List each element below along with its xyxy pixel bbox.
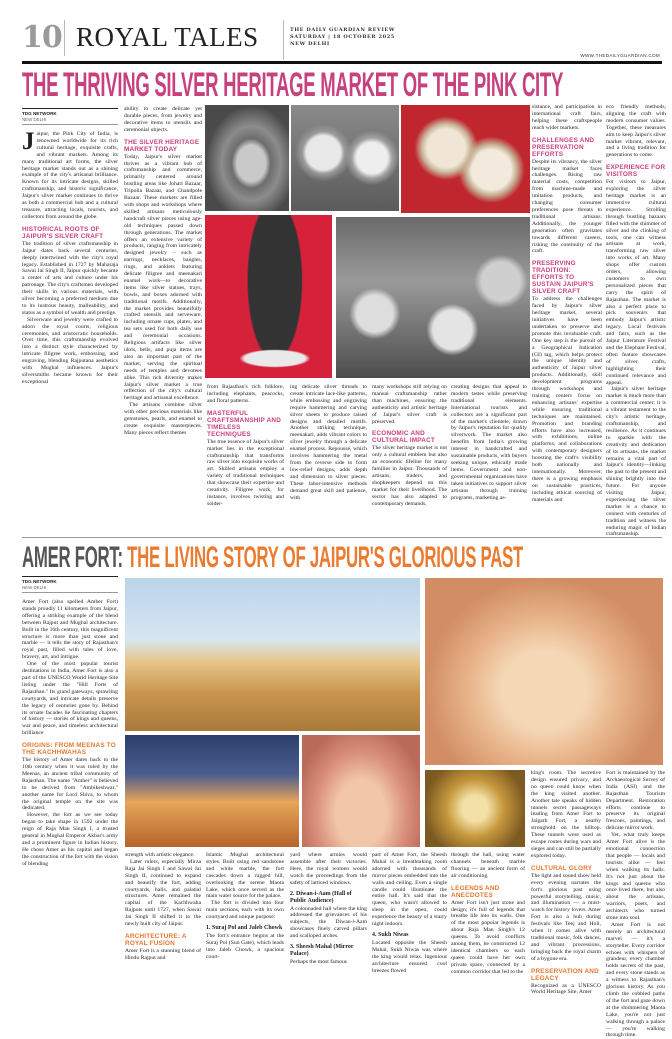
paragraph: The fort's entrance begins at the Suraj Pol (Sun Gate), which leads into Jaleb Chowk, a spacious court-	[206, 933, 284, 960]
amer-column-6	[451, 852, 525, 976]
subheading: HISTORICAL ROOTS OF JAIPUR'S SILVER CRAFT	[22, 225, 104, 240]
paragraph: ing delicate silver threads to create intricate lace-like patterns, while embossing and engraving require hammering and carving silver sheets to produce raised designs and detailed motifs. Another striking technique, meenakari, adds vibrant colors to silver jewelry through a delicate enamel process. Repoussé, which involves hammering the metal from the reverse side to form low-relief designs, adds depth and dimension to silver pieces. These labor-intensive methods demand great skill and patience, with	[290, 384, 367, 501]
silver-column-1	[22, 108, 118, 386]
paragraph: Amer Fort is a stunning blend of Hindu Rajput and	[125, 947, 201, 961]
amer-column-3	[206, 852, 284, 961]
photo-amer-fort-exterior	[125, 578, 420, 731]
paragraph: part of Amer Fort, the Sheesh Mahal is a breathtaking room adorned with thousands of mirror pieces embedded into the walls and ceiling. Even a single candle could illuminate the entire hall. It's said that the queen, who wasn't allowed to sleep in the open, could experience the beauty of a starry night indoors.	[372, 852, 447, 928]
silver-column-6	[451, 384, 527, 501]
page-number: 10	[22, 20, 62, 55]
photo-silver-bowls	[401, 105, 530, 213]
paragraph: Amer Fort is not merely an architectural marvel — it's a storyteller. Every corridor echoes with whispers of grandeur, every chamber holds secrets of the past, and every stone stands as a witness to Rajasthan's glorious history. As you climb the cobbled paths of the fort and gaze down at the shimmering Maota Lake, you're not just walking through a palace — you're walking through time.	[606, 921, 665, 1039]
photo-fort-at-dusk	[125, 735, 299, 847]
section-subtitle: 4. Sukh Niwas	[372, 931, 409, 938]
subheading: PRESERVING TRADITION: EFFORTS TO SUSTAIN JAIPUR'S SILVER CRAFT	[532, 260, 594, 296]
paragraph: yard where armies would assemble after their victories. Here, the royal women would watch the proceedings from the safety of latticed windows.	[290, 852, 367, 886]
silver-column-2	[124, 106, 202, 437]
paragraph: Perhaps the most famous	[290, 959, 348, 966]
photo-mirror-palace	[425, 770, 525, 847]
paragraph: Later rulers, especially Mirza Raja Jai Singh I and Sawai Jai Singh II, continued to expand and beautify the fort, adding courtyards, halls, and palatial structures. Amer remained the capital of the Kachhwaha Rajputs until 1727, when Sawai Jai Singh II shifted it to the newly built city of Jaipur.	[125, 858, 201, 928]
paragraph: ability to create delicate yet durable pieces, from jewelry and decorative items to utensils and ceremonial objects.	[124, 106, 202, 133]
byline	[22, 576, 118, 593]
section-subtitle: 3. Sheesh Mahal (Mirror Palace)	[290, 944, 354, 958]
divider	[283, 20, 284, 60]
paragraph: Located opposite the Sheesh Mahal, Sukh Niwas was where the king would relax. Ingenious architecture ensured cool breezes flowed	[372, 939, 447, 974]
edition-city: NEW DELHI	[290, 41, 330, 47]
subheading: CHALLENGES AND PRESERVATION EFFORTS	[532, 136, 595, 158]
subheading: LEGENDS AND ANECDOTES	[451, 884, 500, 899]
byline-org: TDG NETWORK	[22, 579, 57, 584]
paragraph: Recognized as a UNESCO World Heritage Site, Amer	[531, 982, 601, 996]
paragraph: Despite its vibrancy, the silver heritage market faces challenges. Rising raw material costs, competition from machine-made and imitation products, and changing consumer preferences pose threats to traditional artisans. Additionally, the younger generation often gravitates towards different careers, risking the continuity of the craft.	[532, 158, 602, 255]
silver-column-7	[532, 104, 602, 504]
paragraph: The silver heritage market is not only a cultural emblem but also an economic lifeline for many families in Jaipur. Thousands of artisans, traders, and shopkeepers depend on this market for their livelihood. The sector has also adapted to contemporary demands,	[372, 445, 447, 507]
silver-column-8	[606, 104, 666, 538]
photo-silverware-shop	[336, 217, 530, 378]
paragraph: The true essence of Jaipur's silver market lies in the exceptional craftsmanship that transforms raw silver into exquisite works of art. Skilled artisans employ a variety of traditional techniques that showcase their expertise and creativity. Filigree work, for instance, involves twisting and solder-	[207, 438, 284, 507]
byline	[22, 108, 118, 125]
subheading: EXPERIENCE FOR VISITORS	[606, 164, 666, 179]
paragraph: Jaipur, the Pink City of India, is renowned worldwide for its rich cultural heritage, exquisite crafts, and vibrant markets. Among its many traditional art forms, the silver heritage market stands out as a shining example of the city's artisanal brilliance. Known for its intricate designs, skilled craftsmanship, and historic significance, Jaipur's silver market continues to thrive as both a commercial hub and a cultural treasure, attracting locals, tourists, and collectors from around the globe.	[22, 128, 118, 220]
paragraph: creating designs that appeal to modern tastes while preserving traditional elements. International tourists and collectors are a significant part of the market's clientele, drawn by Jaipur's reputation for quality silverwork. The market also benefits from India's growing interest in handcrafted and sustainable products, with buyers seeking unique, ethically made items. Government and non-governmental organizations have taken initiatives to support silver artisans through training programs, marketing as-	[451, 384, 527, 501]
masthead-info	[290, 27, 395, 48]
silver-column-4	[290, 384, 367, 501]
amer-column-8	[606, 770, 665, 1039]
photo-painted-archway	[302, 735, 420, 847]
amer-column-1	[22, 576, 118, 868]
paragraph: Yet, what truly keeps Amer Fort alive is the emotional connection that people — locals and tourists alike — feel when walking its halls. It's not just about the kings and queens who once lived there, but also about the artisans, warriors, poets, and architects who turned stone into soul.	[606, 832, 665, 922]
paragraph: strength with artistic elegance.	[125, 852, 195, 858]
amer-column-7	[531, 770, 601, 996]
headline-lead: AMER FORT:	[22, 541, 123, 574]
silver-article-headline: THE THRIVING SILVER HERITAGE MARKET OF THE PINK CITY	[22, 66, 564, 104]
paragraph: king's room. The secretive design ensured privacy, and no queen could know when the king visited another. Another tale speaks of hidden tunnels secret passageways leading from Amer Fort to Jaigarh Fort, a nearby stronghold on the hilltop. These tunnels were used as escape routes during wars and sieges and can still be partially explored today.	[531, 770, 601, 859]
divider	[64, 20, 65, 56]
paragraph: Amer Fort (also spelled Amber Fort) stands proudly 11 kilometers from Jaipur, offering a striking example of the blend between Rajput and Mughal architecture. Built in the 16th century, this magnificent structure is more than just stone and marble — it tells the story of Rajasthan's royal past, filled with tales of love, bravery, art, and intrigue.	[22, 599, 118, 661]
paragraph: A colonnaded hall where the king addressed the grievances of his subjects, the Diwan-i-Aam showcases finely carved pillars and scalloped arches.	[290, 905, 367, 940]
paragraph: The history of Amer dates back to the 10th century when it was ruled by the Meenas, an ancient tribal community of Rajasthan. The name "Amber" is believed to be derived from "Ambikeshwar," another name for Lord Shiva, to whom the original temple on the site was dedicated.	[22, 757, 118, 812]
photo-ornate-ceiling	[425, 578, 663, 765]
photo-silver-plates	[291, 105, 399, 211]
issue-date: SATURDAY | 18 OCTOBER 2025	[290, 34, 395, 40]
paragraph: The light and sound show held every evening narrates the fort's glorious past using powerful storytelling, music, and illumination — a must-watch for history lovers. Amer Fort is also a hub during festivals like Teej and Holi, when it comes alive with traditional music, folk dances, and vibrant processions, bringing back the royal charm of a bygone era.	[531, 872, 601, 962]
website-url: WWW.THEDAILYGUARDIAN.COM	[580, 53, 660, 58]
paragraph: from Rajasthan's rich folklore, including elephants, peacocks, and floral patterns.	[207, 384, 284, 404]
amer-column-2	[125, 852, 201, 962]
headline-rest: THE LIVING STORY OF JAIPUR'S GLORIOUS PAST	[127, 541, 523, 574]
section-subtitle: 2. Diwan-i-Aam (Hall of Public Audience)	[290, 890, 352, 904]
paper-name: THE DAILY GUARDIAN REVIEW	[290, 27, 396, 33]
paragraph: Today, Jaipur's silver market thrives as a vibrant hub of craftsmanship and commerce, primarily centered around bustling areas like Johari Bazaar, Tripolia Bazaar, and Chandpole Bazaar. These markets are filled with shops and workshops where skilled artisans meticulously handcraft silver pieces using age-old techniques passed down through generations. The market offers an extensive variety of products, ranging from intricately designed jewelry – such as earrings, necklaces, bangles, rings, and anklets featuring delicate filigree and meenakari enamel work—to decorative items like silver statues, trays, bowls, and boxes adorned with traditional motifs. Additionally, the market provides beautifully crafted utensils and serveware, including ornate cups, plates, and tea sets used for both daily use and ceremonial occasions. Religious artifacts like silver idols, bells, and puja items are also an important part of the market, serving the spiritual needs of temples and devotees alike. This rich diversity makes Jaipur's silver market a true reflection of the city's cultural heritage and artisanal excellence.	[124, 153, 202, 402]
photo-silver-bracelet	[205, 105, 289, 211]
subheading: MASTERFUL CRAFTSMANSHIP AND TIMELESS TECHNIQUES	[207, 409, 282, 438]
section-rule	[22, 537, 662, 538]
paragraph: The tradition of silver craftsmanship in Jaipur dates back several centuries, deeply intertwined with the city's royal legacy. Established in 1727 by Maharaja Sawai Jai Singh II, Jaipur quickly became a center of arts and culture under his patronage. The city's craftsmen developed their skills in various materials, with silver becoming a preferred medium due to its lustrous beauty, malleability, and status as a symbol of wealth and prestige.	[22, 240, 118, 316]
subheading: CULTURAL GLORY	[531, 864, 593, 872]
paragraph: The fort is divided into four main sections, each with its own courtyard and unique purpose:	[206, 900, 284, 921]
paragraph: Fort is maintained by the Archaeological Survey of India (ASI) and the Rajasthan Tourism Department. Restoration efforts continue to preserve its original frescoes, paintings, and delicate mirror work.	[606, 770, 665, 832]
section-title: ROYAL TALES	[76, 22, 259, 52]
paragraph: However, the fort as we see today began to take shape in 1592 under the reign of Raja Man Singh I, a trusted general in Mughal Emperor Akbar's army and a prominent figure in Indian history. He chose Amer as his capital and began the construction of the fort with the vision of blending	[22, 812, 118, 867]
paragraph: One of the most popular tourist destinations in India, Amer Fort is also a part of the UNESCO World Heritage Site listing under the "Hill Forts of Rajasthan." Its grand gateways, sprawling courtyards, and intricate details preserve the legacy of centuries gone by. Behind its ornate facades lie fascinating chapters of history — stories of kings and queens, war and peace, and timeless architectural brilliance	[22, 661, 118, 737]
silver-column-5	[372, 384, 447, 508]
subheading: ARCHITECTURE: A ROYAL FUSION	[125, 932, 187, 947]
paragraph: eco friendly methods, aligning the craft with modern consumer values. Together, these measures aim to keep Jaipur's silver market vibrant, relevant, and a living tradition for generations to come.	[606, 104, 666, 159]
paragraph: sistance, and participation in international craft fairs, helping these craftspeople reach wider markets.	[532, 104, 602, 131]
amer-article-headline	[22, 541, 523, 575]
subheading: THE SILVER HERITAGE MARKET TODAY	[124, 138, 200, 153]
paragraph: The artisans combine silver with other precious materials like gemstones, pearls, and enamel to create exquisite masterpieces. Many pieces reflect themes	[124, 402, 202, 436]
section-subtitle: 1. Suraj Pol and Jaleb Chowk	[206, 925, 283, 932]
paragraph: Islamic Mughal architectural styles. Built using red sandstone and white marble, the fort cascades down a rugged hill, overlooking the serene Maota Lake, which once served as the main water source for the palace.	[206, 852, 284, 900]
byline-org: TDG NETWORK	[22, 111, 57, 116]
paragraph: To address the challenges faced by Jaipur's silver heritage market, several initiatives have been undertaken to preserve and promote this invaluable craft. One key step is the pursuit of a Geographical Indication (GI) tag, which helps protect the unique identity and authenticity of Jaipur silver products. Additionally, skill development programs through workshops and training centers focus on enhancing artisans' expertise while ensuring traditional techniques are maintained. Promotion and branding efforts have also increased, with exhibitions, online platforms, and collaborations with contemporary designers boosting the craft's visibility both nationally and internationally. Moreover, there is a growing emphasis on sustainable practices, including ethical sourcing of materials and	[532, 296, 602, 503]
paragraph: Jaipur's silver heritage market is much more than a commercial center; it is a vibrant testament to the city's artistic heritage, craftsmanship, and resilience. As it continues to sparkle with the creativity and dedication of its artisans, the market remains a vital part of Jaipur's identity—linking the past to the present and shining brightly into the future. For anyone visiting Jaipur, experiencing the silver market is a chance to connect with centuries of tradition and witness the enduring magic of Indian craftsmanship.	[606, 386, 666, 538]
masthead-rule	[22, 61, 662, 64]
subheading: PRESERVATION AND LEGACY	[531, 967, 599, 982]
photo-silver-anklet	[205, 215, 332, 378]
subheading: ECONOMIC AND CULTURAL IMPACT	[372, 430, 435, 445]
paragraph: For visitors to Jaipur, exploring the silver heritage market is an immersive cultural experience. Strolling through bustling bazaars filled with the shimmer of silver and the clinking of tools, one can witness artisans at work, transforming raw silver into works of art. Many shops offer custom orders, allowing customers to own personalized pieces that carry the spirit of Rajasthan. The market is also a perfect place to pick souvenirs that embody Jaipur's artistic legacy. Local festivals and fairs, such as the Jaipur Literature Festival and the Elephant Festival, often feature showcases of silver crafts, highlighting their continued relevance and appeal.	[606, 179, 666, 386]
paragraph: Amer Fort isn't just stone and design; it's full of legends that breathe life into its walls. One of the most popular legends is about Raja Man Singh's 12 queens. To avoid conflicts among them, he constructed 12 identical chambers so each queen could have her own private space, connected by a common corridor that led to the	[451, 899, 525, 975]
paragraph: through the hall, using water channels beneath marble flooring — an ancient form of air conditioning.	[451, 852, 525, 879]
paragraph: Silverware and jewelry were crafted to adorn the royal courts, religious ceremonies, and aristocratic households. Over time, this craftsmanship evolved into a distinct style characterized by intricate filigree work, embossing, and engraving, blending Rajputana aesthetics with Mughal influences. Jaipur's silversmiths became known for their exceptional	[22, 316, 118, 385]
amer-column-4	[290, 852, 367, 966]
silver-column-3	[207, 384, 284, 508]
subheading: ORIGINS: FROM MEENAS TO THE KACHHWAHAS	[22, 742, 116, 757]
byline-place: NEW DELHI	[22, 585, 47, 590]
amer-column-5	[372, 852, 447, 975]
paragraph: many workshops still relying on manual craftsmanship rather than machines, ensuring the authenticity and artistic heritage of Jaipur's silver craft is preserved.	[372, 384, 447, 425]
byline-place: NEW DELHI	[22, 117, 47, 122]
